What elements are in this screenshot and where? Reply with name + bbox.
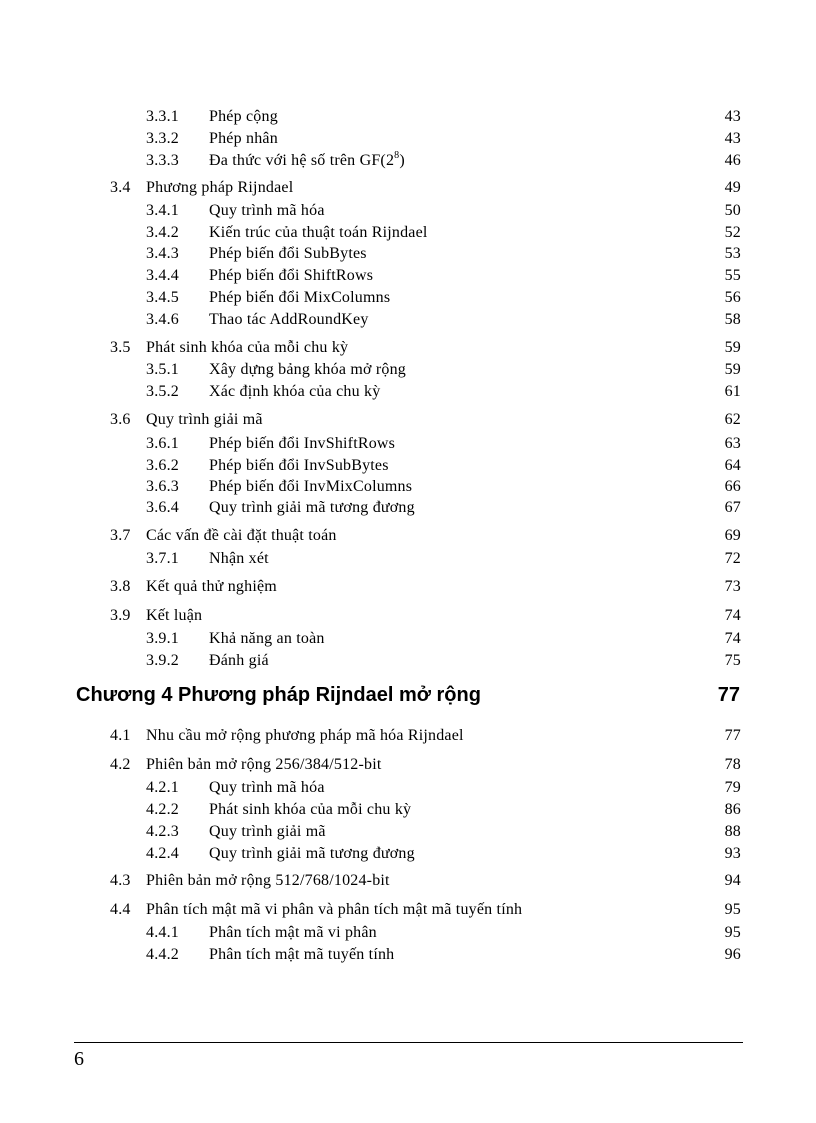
toc-entry (0, 650, 816, 672)
entry-title: Phép biến đổi ShiftRows (209, 267, 374, 284)
entry-title: Phân tích mật mã vi phân (209, 924, 377, 941)
entry-title: Các vấn đề cài đặt thuật toán (146, 527, 337, 544)
toc-entry (0, 725, 816, 747)
toc-entry (0, 777, 816, 799)
entry-number: 3.8 (110, 578, 131, 595)
toc-entry (0, 843, 816, 865)
entry-page: 74 (724, 607, 741, 624)
entry-number: 3.3.1 (146, 108, 179, 125)
toc-entry (0, 548, 816, 570)
toc-entry (0, 754, 816, 776)
entry-page: 55 (724, 267, 741, 284)
toc-entry (0, 381, 816, 403)
chapter-page: 77 (717, 684, 740, 706)
entry-title: Quy trình giải mã tương đương (209, 845, 415, 862)
entry-page: 53 (724, 245, 741, 262)
entry-title: Phân tích mật mã vi phân và phân tích mật mã tuyến tính (146, 901, 523, 918)
entry-number: 3.9.2 (146, 652, 179, 669)
entry-page: 52 (724, 224, 741, 241)
entry-title: Phương pháp Rijndael (146, 179, 294, 196)
entry-number: 4.2.3 (146, 823, 179, 840)
entry-number: 3.5 (110, 339, 131, 356)
entry-title: Quy trình giải mã (146, 411, 263, 428)
entry-number: 3.7.1 (146, 550, 179, 567)
entry-number: 4.2.2 (146, 801, 179, 818)
entry-page: 95 (724, 924, 741, 941)
toc-entry (0, 150, 816, 172)
footer-rule (74, 1042, 743, 1043)
entry-number: 3.4.4 (146, 267, 179, 284)
entry-page: 49 (724, 179, 741, 196)
entry-number: 3.5.2 (146, 383, 179, 400)
toc-entry (0, 605, 816, 627)
entry-page: 72 (724, 550, 741, 567)
entry-title (209, 150, 405, 172)
entry-number: 3.3.2 (146, 130, 179, 147)
entry-number: 4.3 (110, 872, 131, 889)
entry-page: 74 (724, 630, 741, 647)
toc-entry (0, 497, 816, 519)
entry-page: 77 (724, 727, 741, 744)
entry-number: 3.3.3 (146, 152, 179, 169)
entry-page: 95 (724, 901, 741, 918)
entry-title-text: Đa thức với hệ số trên GF(2 (209, 152, 395, 169)
entry-title: Phép biến đổi MixColumns (209, 289, 391, 306)
entry-title: Đánh giá (209, 652, 269, 669)
toc-entry (0, 359, 816, 381)
entry-number: 3.4.2 (146, 224, 179, 241)
entry-title: Kết quả thử nghiệm (146, 578, 277, 595)
entry-title: Phân tích mật mã tuyến tính (209, 946, 395, 963)
toc-entry (0, 106, 816, 128)
toc-entry (0, 628, 816, 650)
entry-title: Kiến trúc của thuật toán Rijndael (209, 224, 428, 241)
entry-page: 79 (724, 779, 741, 796)
entry-page: 78 (724, 756, 741, 773)
entry-title: Thao tác AddRoundKey (209, 311, 369, 328)
entry-title: Phép biến đổi InvSubBytes (209, 457, 389, 474)
toc-entry (0, 433, 816, 455)
toc-entry (0, 265, 816, 287)
entry-number: 4.2.4 (146, 845, 179, 862)
entry-page: 56 (724, 289, 741, 306)
entry-number: 4.1 (110, 727, 131, 744)
toc-entry (0, 128, 816, 150)
entry-number: 4.4.2 (146, 946, 179, 963)
entry-title: Quy trình mã hóa (209, 202, 325, 219)
toc-entry (0, 576, 816, 598)
entry-title: Phép nhân (209, 130, 278, 147)
entry-page: 86 (724, 801, 741, 818)
entry-page: 67 (724, 499, 741, 516)
entry-number: 3.6.3 (146, 478, 179, 495)
entry-page: 43 (724, 108, 741, 125)
entry-number: 3.6.1 (146, 435, 179, 452)
toc-entry (0, 944, 816, 966)
entry-number: 3.6 (110, 411, 131, 428)
entry-number: 3.4 (110, 179, 131, 196)
entry-page: 59 (724, 361, 741, 378)
entry-page: 93 (724, 845, 741, 862)
entry-title: Quy trình mã hóa (209, 779, 325, 796)
entry-title: Quy trình giải mã (209, 823, 326, 840)
entry-number: 3.5.1 (146, 361, 179, 378)
entry-title-close: ) (399, 152, 405, 169)
superscript: 8 (394, 150, 400, 161)
entry-page: 50 (724, 202, 741, 219)
entry-title: Phép cộng (209, 108, 278, 125)
entry-title: Phát sinh khóa của mỗi chu kỳ (209, 801, 412, 818)
entry-number: 4.4.1 (146, 924, 179, 941)
entry-title: Phép biến đổi InvMixColumns (209, 478, 413, 495)
entry-number: 3.4.3 (146, 245, 179, 262)
entry-number: 3.6.4 (146, 499, 179, 516)
toc-entry (0, 200, 816, 222)
entry-title: Nhu cầu mở rộng phương pháp mã hóa Rijndael (146, 727, 464, 744)
entry-title: Phát sinh khóa của mỗi chu kỳ (146, 339, 349, 356)
toc-entry (0, 243, 816, 265)
toc-entry (0, 337, 816, 359)
entry-title: Phiên bản mở rộng 256/384/512-bit (146, 756, 382, 773)
entry-page: 69 (724, 527, 741, 544)
chapter-title: Chương 4 Phương pháp Rijndael mở rộng (76, 684, 481, 706)
toc-entry (0, 476, 816, 498)
toc-entry (0, 309, 816, 331)
toc-entry (0, 821, 816, 843)
entry-page: 63 (724, 435, 741, 452)
entry-number: 3.4.6 (146, 311, 179, 328)
entry-page: 58 (724, 311, 741, 328)
toc-entry (0, 177, 816, 199)
page-number: 6 (74, 1048, 84, 1070)
entry-page: 46 (724, 152, 741, 169)
entry-title: Xác định khóa của chu kỳ (209, 383, 381, 400)
toc-entry (0, 409, 816, 431)
entry-page: 62 (724, 411, 741, 428)
entry-title: Phép biến đổi InvShiftRows (209, 435, 396, 452)
toc-entry (0, 922, 816, 944)
entry-title: Khả năng an toàn (209, 630, 325, 647)
entry-page: 75 (724, 652, 741, 669)
entry-title: Quy trình giải mã tương đương (209, 499, 415, 516)
entry-number: 4.4 (110, 901, 131, 918)
toc-entry (0, 899, 816, 921)
entry-title: Kết luận (146, 607, 203, 624)
entry-title: Phép biến đổi SubBytes (209, 245, 367, 262)
toc-entry (0, 287, 816, 309)
entry-page: 59 (724, 339, 741, 356)
entry-page: 73 (724, 578, 741, 595)
entry-number: 3.9.1 (146, 630, 179, 647)
entry-title: Phiên bản mở rộng 512/768/1024-bit (146, 872, 390, 889)
toc-entry (0, 799, 816, 821)
entry-number: 3.9 (110, 607, 131, 624)
entry-number: 4.2 (110, 756, 131, 773)
entry-title: Nhận xét (209, 550, 269, 567)
chapter-heading (0, 680, 816, 710)
entry-number: 3.4.5 (146, 289, 179, 306)
toc-entry (0, 870, 816, 892)
entry-page: 43 (724, 130, 741, 147)
entry-title: Xây dựng bảng khóa mở rộng (209, 361, 406, 378)
entry-number: 4.2.1 (146, 779, 179, 796)
toc-entry (0, 455, 816, 477)
entry-page: 88 (724, 823, 741, 840)
entry-number: 3.6.2 (146, 457, 179, 474)
toc-entry (0, 222, 816, 244)
toc-entry (0, 525, 816, 547)
entry-page: 64 (724, 457, 741, 474)
entry-page: 96 (724, 946, 741, 963)
entry-page: 66 (724, 478, 741, 495)
entry-page: 94 (724, 872, 741, 889)
entry-number: 3.4.1 (146, 202, 179, 219)
entry-page: 61 (724, 383, 741, 400)
entry-number: 3.7 (110, 527, 131, 544)
